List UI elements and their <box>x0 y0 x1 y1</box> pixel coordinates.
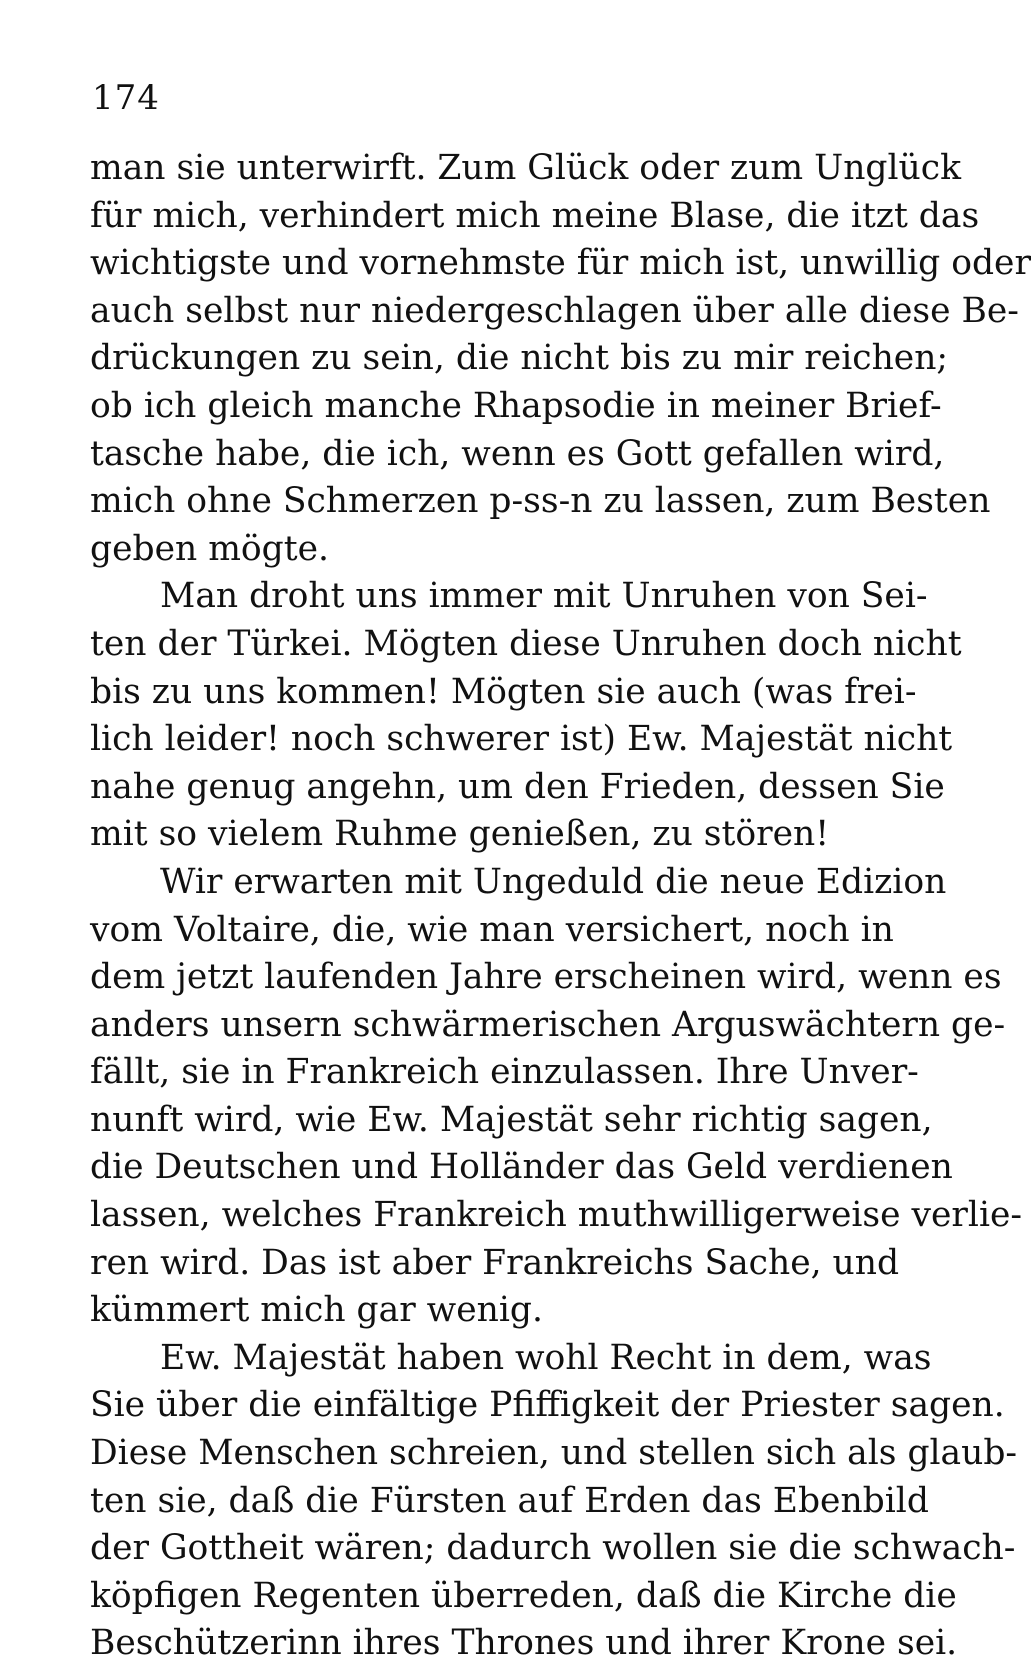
text-line: die Deutschen und Holländer das Geld verdienen <box>90 1147 953 1188</box>
text-line: man sie unterwirft. Zum Glück oder zum Unglück <box>90 148 961 188</box>
text-line: anders unsern schwärmerischen Arguswächtern ge- <box>90 1004 1006 1045</box>
paragraph <box>90 1335 1018 1668</box>
text-line: mich ohne Schmerzen p-ss-n zu lassen, zum Besten <box>90 481 991 522</box>
page-number: 174 <box>92 78 160 118</box>
text-line: ten sie, daß die Fürsten auf Erden das Ebenbild <box>90 1480 929 1521</box>
paragraph <box>90 573 962 859</box>
body-text <box>90 145 1031 1668</box>
text-line: der Gottheit wären; dadurch wollen sie die schwach- <box>90 1528 1016 1569</box>
text-line: ob ich gleich manche Rhapsodie in meiner Brief- <box>90 385 942 426</box>
text-line: lassen, welches Frankreich muthwilligerweise verlie- <box>90 1195 1023 1236</box>
text-line: für mich, verhindert mich meine Blase, die itzt das <box>90 195 980 236</box>
text-line: lich leider! noch schwerer ist) Ew. Majestät nicht <box>90 719 953 760</box>
text-line: Wir erwarten mit Ungeduld die neue Edizion <box>160 861 947 902</box>
text-line: nunft wird, wie Ew. Majestät sehr richtig sagen, <box>90 1099 933 1140</box>
paragraph <box>90 859 1023 1335</box>
text-line: köpfigen Regenten überreden, daß die Kirche die <box>90 1575 957 1616</box>
text-line: drückungen zu sein, die nicht bis zu mir reichen; <box>90 338 949 379</box>
text-line: fällt, sie in Frankreich einzulassen. Ihre Unver- <box>90 1052 919 1093</box>
text-line: geben mögte. <box>90 528 330 569</box>
text-line: dem jetzt laufenden Jahre erscheinen wird, wenn es <box>90 957 1002 998</box>
text-line: bis zu uns kommen! Mögten sie auch (was frei- <box>90 671 917 712</box>
paragraph <box>90 145 1031 573</box>
text-line: Beschützerinn ihres Thrones und ihrer Krone sei. <box>90 1623 958 1664</box>
text-line: ten der Türkei. Mögten diese Unruhen doch nicht <box>90 623 962 664</box>
text-line: Diese Menschen schreien, und stellen sich als glaub- <box>90 1433 1018 1474</box>
text-line: tasche habe, die ich, wenn es Gott gefallen wird, <box>90 433 945 474</box>
text-line: vom Voltaire, die, wie man versichert, noch in <box>90 909 894 950</box>
text-line: kümmert mich gar wenig. <box>90 1290 543 1331</box>
text-line: mit so vielem Ruhme genießen, zu stören! <box>90 814 830 855</box>
text-line: nahe genug angehn, um den Frieden, dessen Sie <box>90 766 945 807</box>
text-line: wichtigste und vornehmste für mich ist, unwillig oder <box>90 243 1031 284</box>
text-line: Ew. Majestät haben wohl Recht in dem, was <box>160 1337 932 1378</box>
text-line: Sie über die einfältige Pfiffigkeit der Priester sagen. <box>90 1385 1005 1426</box>
text-line: auch selbst nur niedergeschlagen über alle diese Be- <box>90 290 1019 331</box>
text-line: ren wird. Das ist aber Frankreichs Sache, und <box>90 1242 900 1283</box>
text-line: Man droht uns immer mit Unruhen von Sei- <box>160 576 928 617</box>
